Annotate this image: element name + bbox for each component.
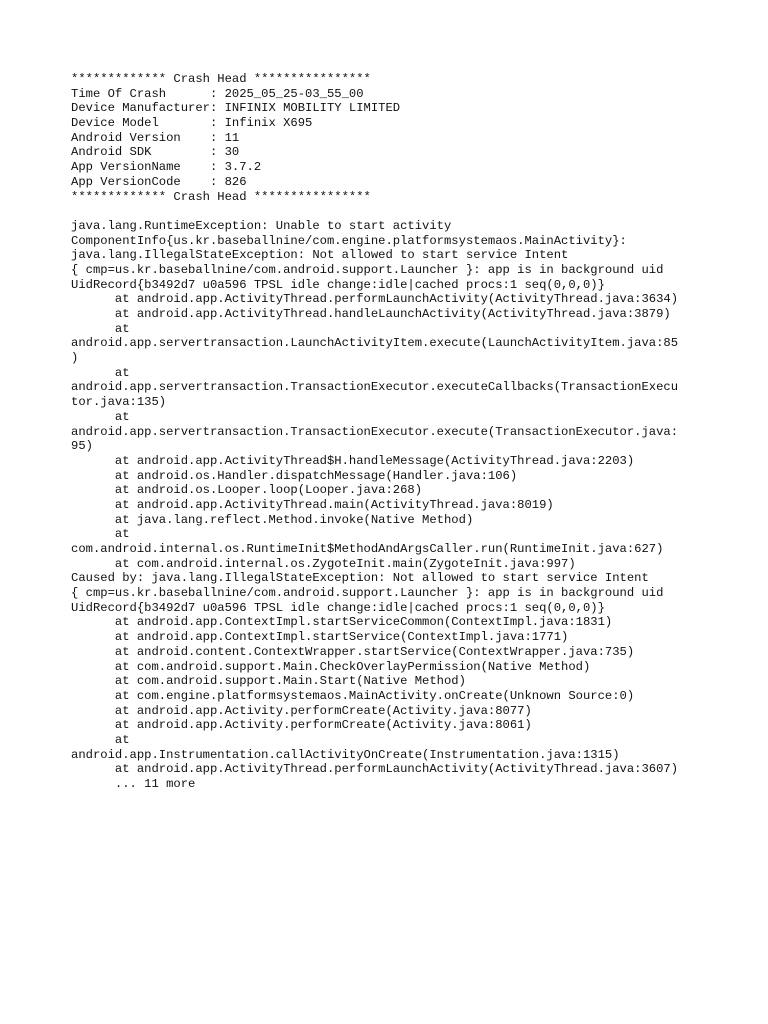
crash-header-line: Device Manufacturer: INFINIX MOBILITY LIMITED xyxy=(71,101,401,116)
crash-header-line: App VersionCode : 826 xyxy=(71,174,247,189)
stack-trace-line: at android.app.ContextImpl.startServiceCommon(ContextImpl.java:1831) xyxy=(71,615,613,630)
stack-trace-line: android.app.servertransaction.TransactionExecutor.execute(TransactionExecutor.java: xyxy=(71,424,679,439)
stack-trace-line: at android.app.ActivityThread.performLaunchActivity(ActivityThread.java:3607) xyxy=(71,762,679,777)
stack-trace-line: { cmp=us.kr.baseballnine/com.android.support.Launcher }: app is in background uid xyxy=(71,586,664,601)
stack-trace-line: java.lang.IllegalStateException: Not allowed to start service Intent xyxy=(71,248,569,263)
stack-trace-line: at com.android.internal.os.ZygoteInit.main(ZygoteInit.java:997) xyxy=(71,556,576,571)
stack-trace-line: at android.app.ActivityThread.handleLaunchActivity(ActivityThread.java:3879) xyxy=(71,307,671,321)
blank-line xyxy=(71,204,768,219)
stack-trace-line: at android.os.Handler.dispatchMessage(Handler.java:106) xyxy=(71,468,518,483)
stack-trace-line: tor.java:135) xyxy=(71,395,167,410)
crash-header-line: ************* Crash Head **************** xyxy=(71,189,371,204)
stack-trace-line: at xyxy=(71,321,130,336)
stack-trace-line: at android.app.ActivityThread.main(ActivityThread.java:8019) xyxy=(71,497,554,512)
crash-header-block xyxy=(71,72,768,204)
stack-trace-line: at android.os.Looper.loop(Looper.java:268) xyxy=(71,483,423,498)
stack-trace-line: at com.android.support.Main.CheckOverlayPermission(Native Method) xyxy=(71,659,591,674)
crash-header-line: Device Model : Infinix X695 xyxy=(71,116,313,131)
stack-trace-line: at xyxy=(71,409,130,424)
stack-trace-line: at android.app.ActivityThread$H.handleMessage(ActivityThread.java:2203) xyxy=(71,453,635,468)
stack-trace-line: at java.lang.reflect.Method.invoke(Native Method) xyxy=(71,512,474,527)
crash-header-line: App VersionName : 3.7.2 xyxy=(71,160,262,175)
stack-trace-block xyxy=(71,219,768,792)
crash-report-document xyxy=(71,72,768,792)
stack-trace-line: at android.app.Activity.performCreate(Activity.java:8077) xyxy=(71,703,532,718)
stack-trace-line: at xyxy=(71,527,130,542)
crash-header-line: Android Version : 11 xyxy=(71,130,240,145)
stack-trace-line: 95) xyxy=(71,439,93,454)
stack-trace-line: android.app.servertransaction.LaunchActivityItem.execute(LaunchActivityItem.java:85 xyxy=(71,336,679,351)
crash-header-line: Time Of Crash : 2025_05_25-03_55_00 xyxy=(71,86,364,101)
stack-trace-line: at com.engine.platformsystemaos.MainActivity.onCreate(Unknown Source:0) xyxy=(71,688,635,703)
stack-trace-line: UidRecord{b3492d7 u0a596 TPSL idle change:idle|cached procs:1 seq(0,0,0)} xyxy=(71,277,605,292)
stack-trace-line: Caused by: java.lang.IllegalStateException: Not allowed to start service Intent xyxy=(71,571,649,586)
stack-trace-line: java.lang.RuntimeException: Unable to start activity xyxy=(71,218,452,233)
stack-trace-line: android.app.servertransaction.TransactionExecutor.executeCallbacks(TransactionExecu xyxy=(71,380,679,395)
stack-trace-line: com.android.internal.os.RuntimeInit$MethodAndArgsCaller.run(RuntimeInit.java:627) xyxy=(71,542,664,556)
stack-trace-line: at xyxy=(71,365,130,380)
stack-trace-line: { cmp=us.kr.baseballnine/com.android.support.Launcher }: app is in background uid xyxy=(71,262,664,277)
stack-trace-line: ComponentInfo{us.kr.baseballnine/com.engine.platformsystemaos.MainActivity}: xyxy=(71,233,627,248)
stack-trace-line: at xyxy=(71,732,130,747)
stack-trace-line: ) xyxy=(71,351,79,366)
stack-trace-line: UidRecord{b3492d7 u0a596 TPSL idle change:idle|cached procs:1 seq(0,0,0)} xyxy=(71,600,605,615)
stack-trace-line: at android.app.Activity.performCreate(Activity.java:8061) xyxy=(71,718,532,733)
stack-trace-line: at android.app.ContextImpl.startService(ContextImpl.java:1771) xyxy=(71,630,569,645)
stack-trace-line: ... 11 more xyxy=(71,777,196,791)
stack-trace-line: android.app.Instrumentation.callActivityOnCreate(Instrumentation.java:1315) xyxy=(71,747,620,762)
crash-header-line: Android SDK : 30 xyxy=(71,145,240,160)
stack-trace-line: at android.content.ContextWrapper.startService(ContextWrapper.java:735) xyxy=(71,644,635,659)
stack-trace-line: at android.app.ActivityThread.performLaunchActivity(ActivityThread.java:3634) xyxy=(71,292,679,307)
crash-header-line: ************* Crash Head **************** xyxy=(71,72,371,86)
stack-trace-line: at com.android.support.Main.Start(Native Method) xyxy=(71,674,466,689)
